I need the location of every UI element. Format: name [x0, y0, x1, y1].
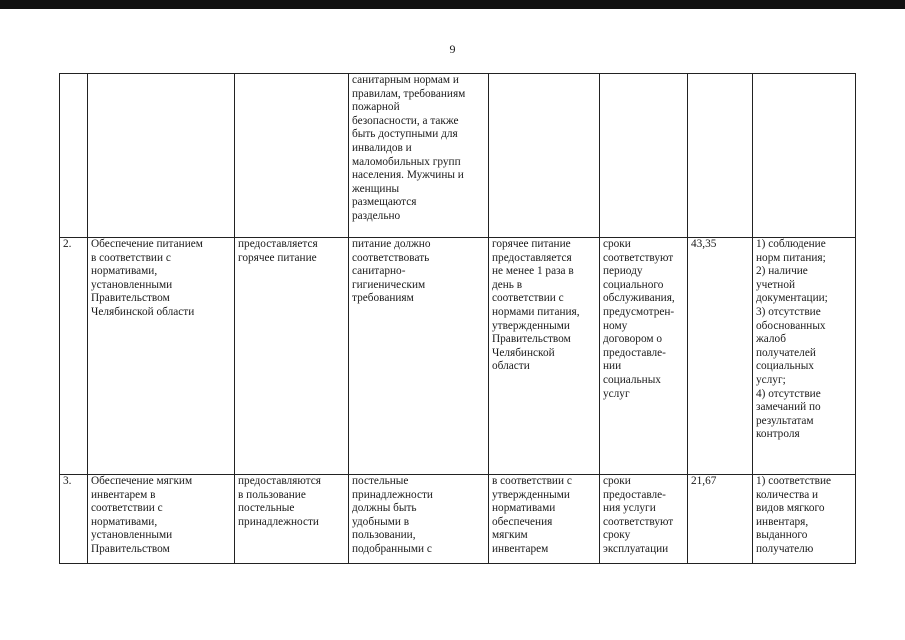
service-description-cell: предоставляются в пользование постельные принадлежности [235, 475, 349, 564]
service-tariff-cell: 43,35 [688, 238, 753, 475]
service-name-cell: Обеспечение питанием в соответствии с нормативами, установленными Правительством Челябинской области [88, 238, 235, 475]
table-row [60, 475, 856, 564]
service-conditions-cell: санитарным нормам и правилам, требованиям пожарной безопасности, а также быть доступными для инвалидов и маломобильных групп населения. Мужчины и женщины размещаются раздельно [349, 74, 489, 238]
service-description-cell [235, 74, 349, 238]
service-tariff-cell [688, 74, 753, 238]
table-row [60, 238, 856, 475]
table-row [60, 74, 856, 238]
row-number [60, 74, 88, 238]
service-volume-cell [489, 74, 600, 238]
row-number: 2. [60, 238, 88, 475]
service-volume-cell: горячее питание предоставляется не менее 1 раза в день в соответствии с нормами питания, утвержденными Правительством Челябинской области [489, 238, 600, 475]
service-conditions-cell: постельные принадлежности должны быть удобными в пользовании, подобранными с [349, 475, 489, 564]
service-tariff-cell: 21,67 [688, 475, 753, 564]
service-name-cell [88, 74, 235, 238]
service-quality-cell: 1) соблюдение норм питания; 2) наличие учетной документации; 3) отсутствие обоснованных жалоб получателей социальных услуг; 4) отсутствие замечаний по результатам контроля [753, 238, 856, 475]
service-description-cell: предоставляется горячее питание [235, 238, 349, 475]
service-terms-cell: сроки предоставле- ния услуги соответствуют сроку эксплуатации [600, 475, 688, 564]
service-conditions-cell: питание должно соответствовать санитарно- гигиеническим требованиям [349, 238, 489, 475]
services-table [59, 73, 856, 564]
service-quality-cell: 1) соответствие количества и видов мягкого инвентаря, выданного получателю [753, 475, 856, 564]
service-volume-cell: в соответствии с утвержденными нормативами обеспечения мягким инвентарем [489, 475, 600, 564]
service-terms-cell [600, 74, 688, 238]
page-number: 9 [449, 42, 456, 56]
service-name-cell: Обеспечение мягким инвентарем в соответствии с нормативами, установленными Правительством [88, 475, 235, 564]
service-quality-cell [753, 74, 856, 238]
top-border-bar [0, 0, 905, 9]
service-terms-cell: сроки соответствуют периоду социального обслуживания, предусмотрен- ному договором о предоставле- нии социальных услуг [600, 238, 688, 475]
row-number: 3. [60, 475, 88, 564]
